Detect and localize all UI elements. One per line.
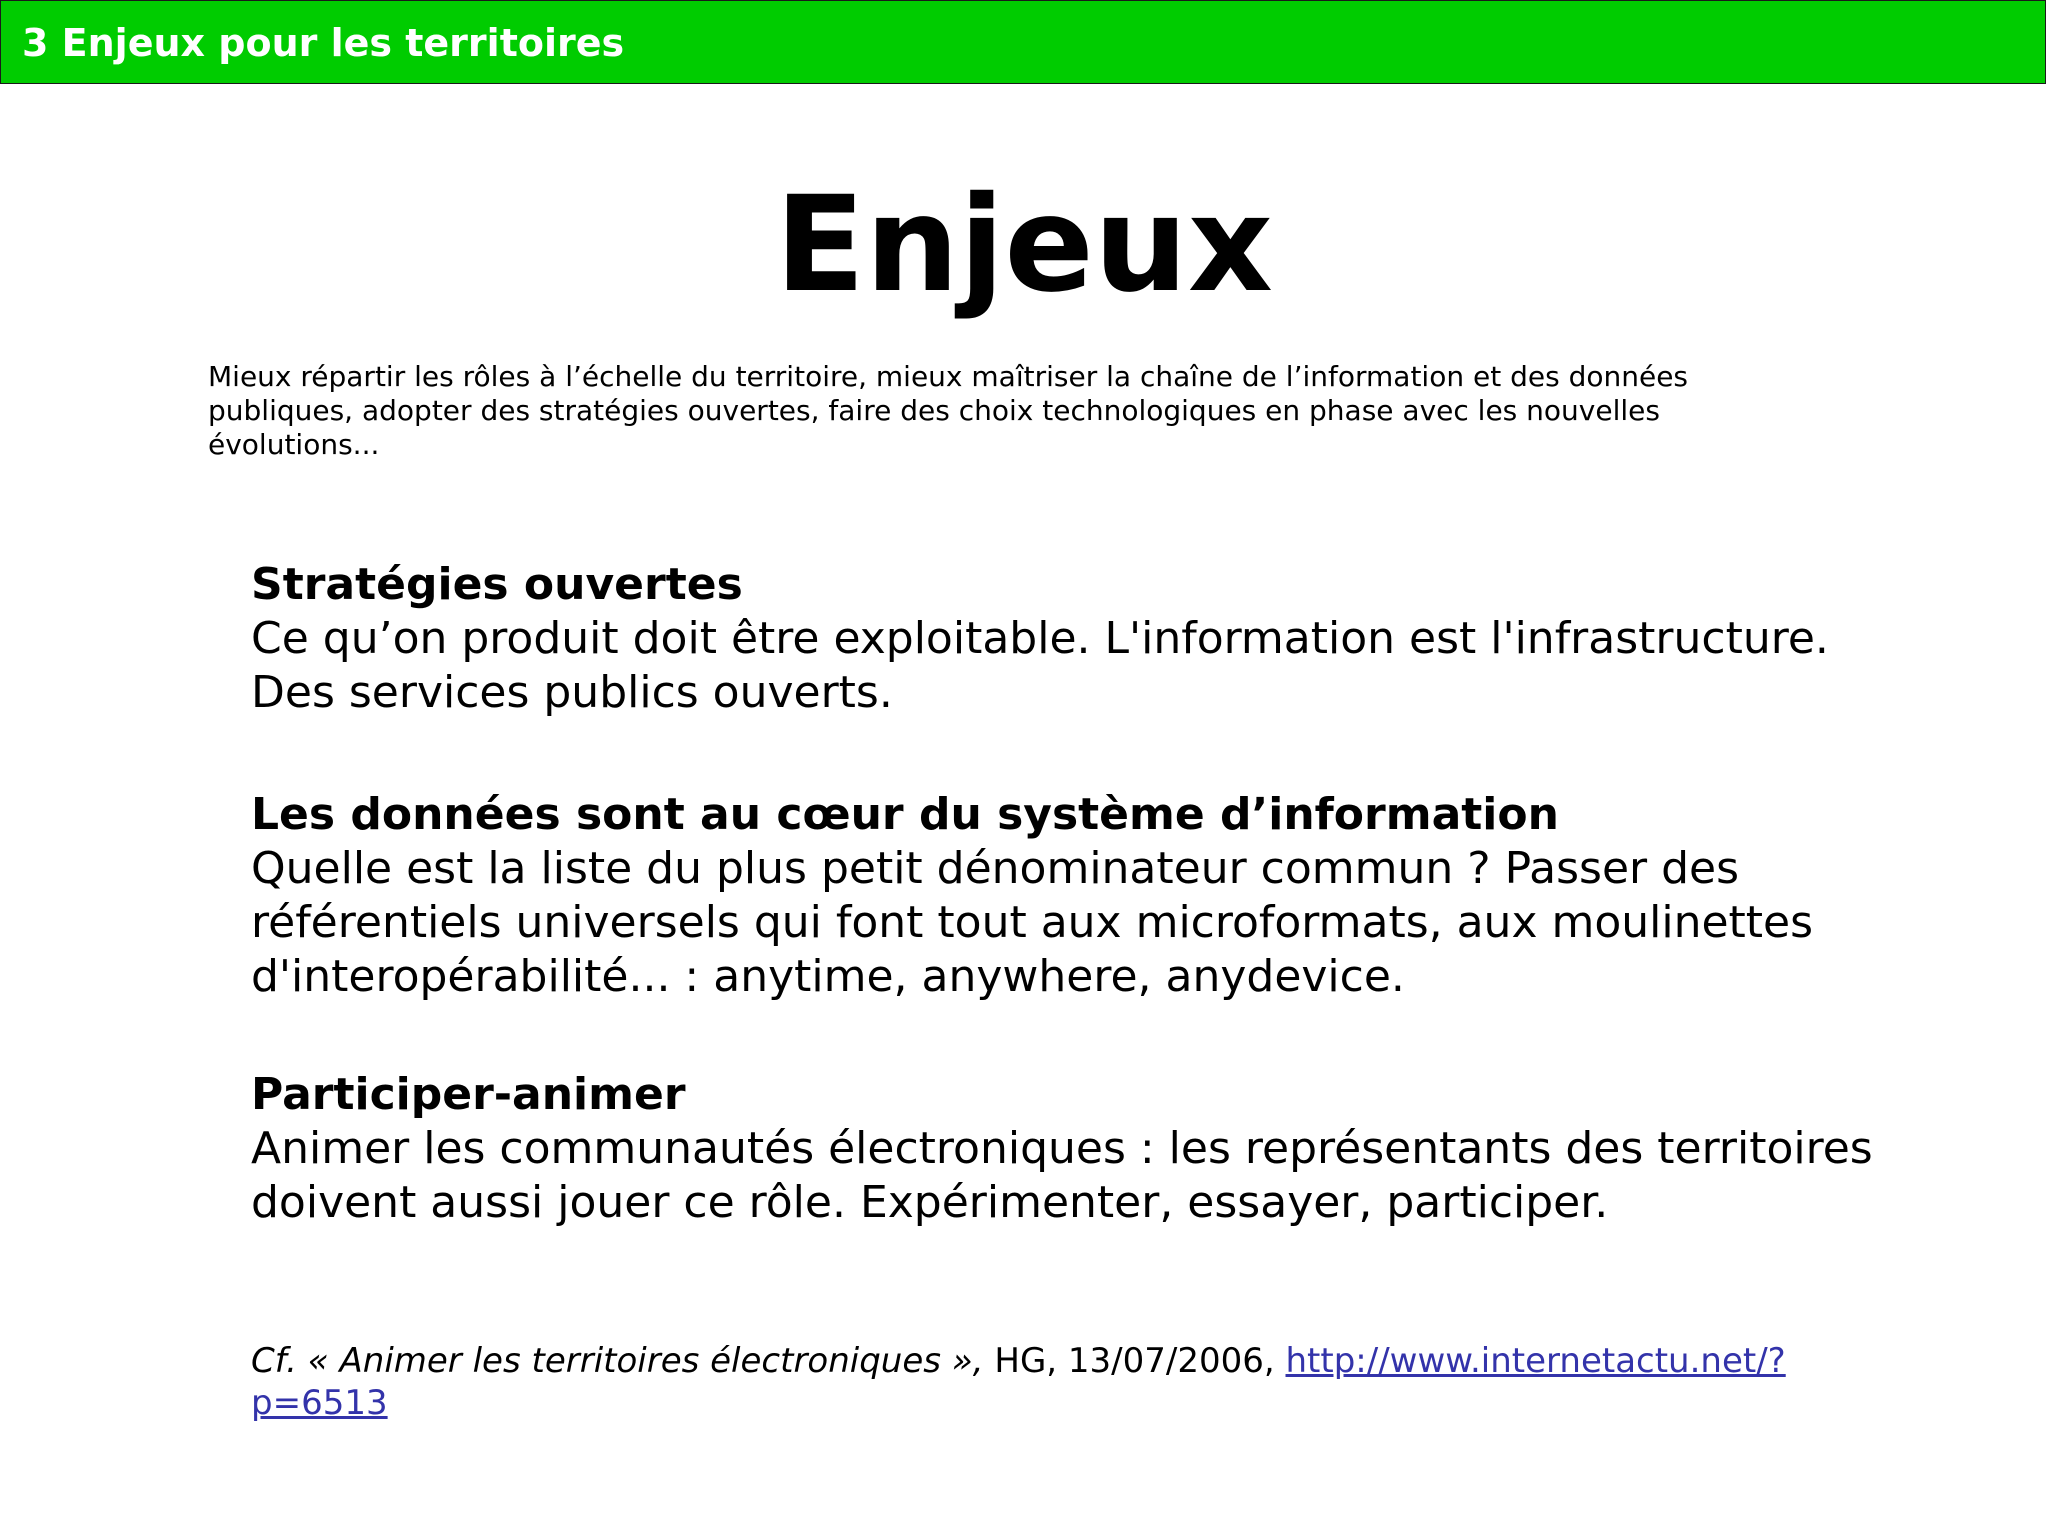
- section-participer-animer: [251, 1068, 1901, 1230]
- citation-link[interactable]: http://www.internetactu.net/?p=6513: [251, 1341, 1786, 1423]
- section-strategies-ouvertes: [251, 558, 1901, 720]
- page-title: Enjeux: [774, 168, 1274, 322]
- section-body: Quelle est la liste du plus petit dénominateur commun ? Passer des référentiels universels qui font tout aux microformats, aux moulinettes d'interopérabilité... : anytime, anywhere, anydevice.: [251, 843, 1814, 1002]
- section-heading: Participer-animer: [251, 1069, 686, 1120]
- section-body: Ce qu’on produit doit être exploitable. L'information est l'infrastructure. Des services publics ouverts.: [251, 613, 1829, 718]
- header-bar: [0, 0, 2046, 84]
- section-heading: Les données sont au cœur du système d’information: [251, 789, 1559, 840]
- citation: [251, 1340, 1901, 1424]
- section-body: Animer les communautés électroniques : les représentants des territoires doivent aussi jouer ce rôle. Expérimenter, essayer, participer.: [251, 1123, 1873, 1228]
- header-title: 3 Enjeux pour les territoires: [22, 21, 625, 65]
- section-donnees-coeur: [251, 788, 1901, 1004]
- citation-author-date: HG, 13/07/2006,: [983, 1341, 1286, 1381]
- intro-paragraph: Mieux répartir les rôles à l’échelle du territoire, mieux maîtriser la chaîne de l’information et des données publiques, adopter des stratégies ouvertes, faire des choix technologiques en phase avec les nouvelles évolutions...: [208, 360, 1689, 461]
- citation-source-title: Cf. « Animer les territoires électroniques »,: [251, 1341, 984, 1381]
- section-heading: Stratégies ouvertes: [251, 559, 743, 610]
